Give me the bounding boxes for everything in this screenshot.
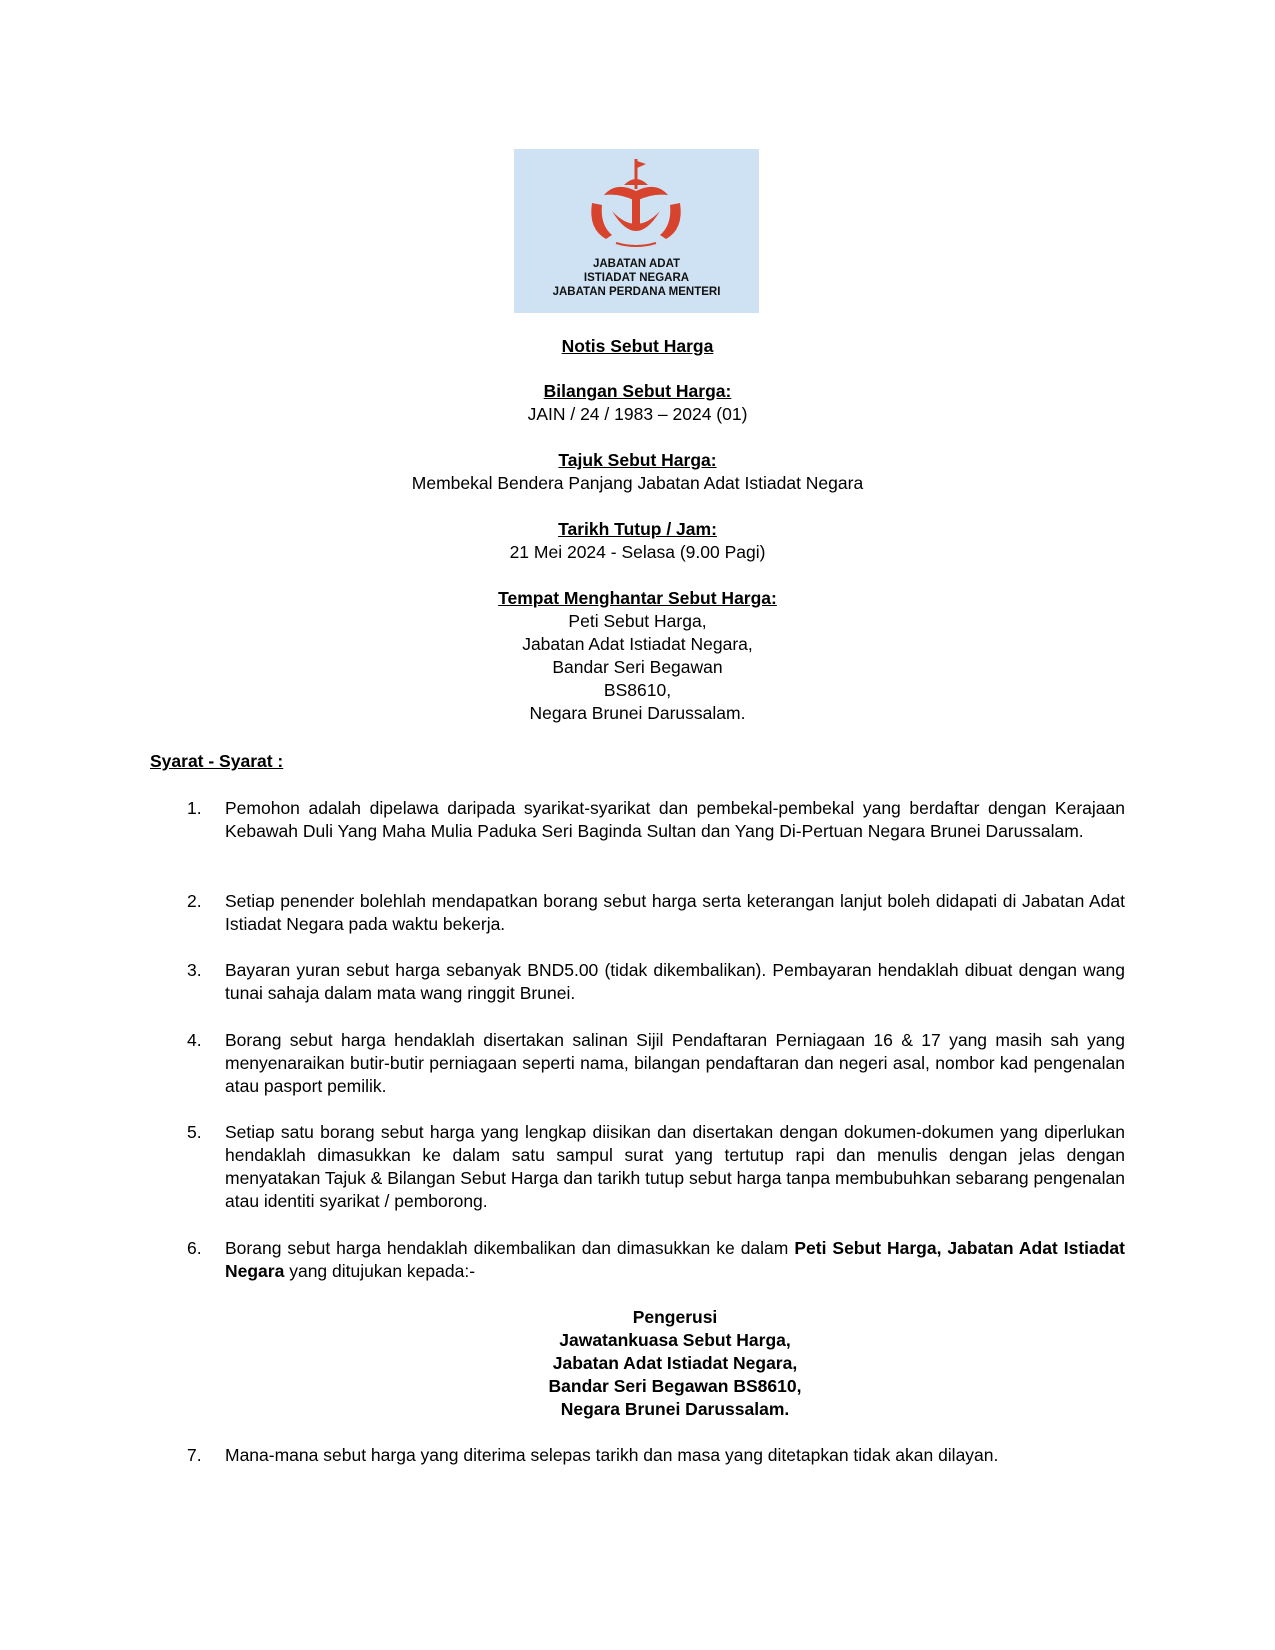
recipient-line: Pengerusi <box>632 1307 718 1327</box>
condition-text: Bayaran yuran sebut harga sebanyak BND5.00 (tidak dikembalikan). Pembayaran hendaklah dibuat dengan wang tunai sahaja dalam mata wang ringgit Brunei. <box>225 960 1125 1003</box>
condition-number: 1. <box>187 798 202 818</box>
closing-date-value: 21 Mei 2024 - Selasa (9.00 Pagi) <box>509 542 766 562</box>
condition-text-part: yang ditujukan kepada:- <box>284 1261 476 1281</box>
quotation-subject-section <box>150 449 1125 495</box>
notice-title: Notis Sebut Harga <box>561 336 714 356</box>
submission-place-section <box>150 587 1125 725</box>
condition-number: 4. <box>187 1030 202 1050</box>
recipient-line: Negara Brunei Darussalam. <box>560 1399 790 1419</box>
recipient-line: Bandar Seri Begawan BS8610, <box>548 1376 802 1396</box>
quotation-subject-label: Tajuk Sebut Harga: <box>558 450 717 470</box>
conditions-title: Syarat - Syarat : <box>150 751 284 771</box>
condition-text-bold: Peti Sebut Harga, Jabatan Adat Istiadat Negara <box>225 1238 1125 1281</box>
condition-number: 2. <box>187 891 202 911</box>
quotation-subject-value: Membekal Bendera Panjang Jabatan Adat Istiadat Negara <box>411 473 864 493</box>
quotation-number-section <box>150 380 1125 426</box>
condition-item <box>150 959 1125 1005</box>
quotation-number-label: Bilangan Sebut Harga: <box>543 381 732 401</box>
condition-text: Mana-mana sebut harga yang diterima selepas tarikh dan masa yang ditetapkan tidak akan dilayan. <box>225 1445 999 1465</box>
condition-number: 5. <box>187 1122 202 1142</box>
condition-text: Borang sebut harga hendaklah disertakan salinan Sijil Pendaftaran Perniagaan 16 & 17 yang masih sah yang menyenaraikan butir-butir perniagaan seperti nama, bilangan pendaftaran dan negeri asal, nombor kad pengenalan atau pasport pemilik. <box>225 1030 1125 1096</box>
condition-number: 3. <box>187 960 202 980</box>
quotation-number-value: JAIN / 24 / 1983 – 2024 (01) <box>527 404 748 424</box>
condition-item <box>150 1121 1125 1213</box>
condition-item <box>150 1444 1125 1467</box>
condition-text: Pemohon adalah dipelawa daripada syarikat-syarikat dan pembekal-pembekal yang berdaftar dengan Kerajaan Kebawah Duli Yang Maha Mulia Paduka Seri Baginda Sultan dan Yang Di-Pertuan Negara Brunei Darussalam. <box>225 798 1125 841</box>
condition-text: Setiap satu borang sebut harga yang lengkap diisikan dan disertakan dengan dokumen-dokumen yang diperlukan hendaklah dimasukkan ke dalam satu sampul surat yang tertutup rapi dan menulis dengan jelas dengan menyatakan Tajuk & Bilangan Sebut Harga dan tarikh tutup sebut harga tanpa membubuhkan sebarang pengenalan atau identiti syarikat / pemborong. <box>225 1122 1125 1211</box>
submission-place-line: Negara Brunei Darussalam. <box>529 703 746 723</box>
condition-text-part: Borang sebut harga hendaklah dikembalikan dan dimasukkan ke dalam <box>225 1238 795 1258</box>
closing-date-label: Tarikh Tutup / Jam: <box>558 519 717 539</box>
department-logo <box>514 149 759 313</box>
recipient-address <box>225 1306 1125 1421</box>
condition-item <box>150 1237 1125 1283</box>
logo-line-1: JABATAN ADAT <box>592 258 681 270</box>
condition-item <box>150 890 1125 936</box>
logo-caption <box>514 257 759 299</box>
closing-date-section <box>150 518 1125 564</box>
recipient-line: Jabatan Adat Istiadat Negara, <box>552 1353 798 1373</box>
submission-place-label: Tempat Menghantar Sebut Harga: <box>498 588 777 608</box>
condition-number: 7. <box>187 1445 202 1465</box>
logo-line-2: ISTIADAT NEGARA <box>583 272 690 284</box>
submission-place-line: Bandar Seri Begawan <box>552 657 723 677</box>
submission-place-line: Peti Sebut Harga, <box>568 611 707 631</box>
condition-number: 6. <box>187 1238 202 1258</box>
submission-place-line: BS8610, <box>603 680 672 700</box>
condition-text: Setiap penender bolehlah mendapatkan borang sebut harga serta keterangan lanjut boleh didapati di Jabatan Adat Istiadat Negara pada waktu bekerja. <box>225 891 1125 934</box>
logo-line-3: JABATAN PERDANA MENTERI <box>552 286 721 298</box>
condition-item <box>150 797 1125 843</box>
brunei-crest-icon <box>586 155 686 253</box>
recipient-line: Jawatankuasa Sebut Harga, <box>559 1330 791 1350</box>
submission-place-line: Jabatan Adat Istiadat Negara, <box>522 634 753 654</box>
condition-text <box>225 1237 1125 1283</box>
condition-item <box>150 1029 1125 1098</box>
